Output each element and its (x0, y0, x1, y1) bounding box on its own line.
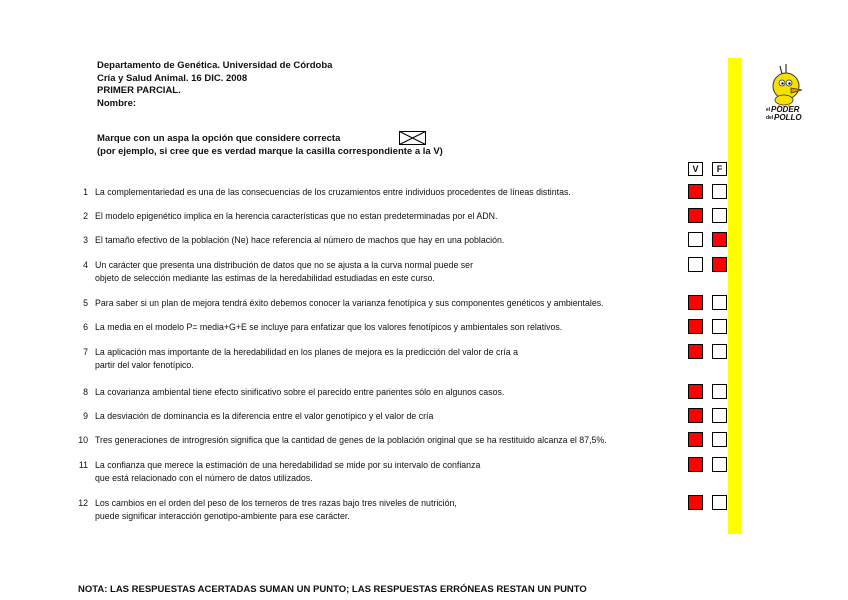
question-number: 4 (83, 260, 88, 270)
header-exam-title: PRIMER PARCIAL. (97, 85, 181, 96)
yellow-highlight-bar (728, 58, 741, 534)
header-department: Departamento de Genética. Universidad de Córdoba (97, 60, 333, 71)
column-header-f: F (712, 162, 727, 176)
answer-checkbox-f[interactable] (712, 257, 727, 272)
header-name-label: Nombre: (97, 97, 137, 109)
poder-del-pollo-logo (758, 58, 818, 128)
answer-checkbox-v[interactable] (688, 344, 703, 359)
answer-checkbox-v[interactable] (688, 295, 703, 310)
question-text: La aplicación mas importante de la heredabilidad en los planes de mejora es la predicción del valor de cría a partir del valor fenotípico. (95, 347, 518, 370)
question-number: 5 (83, 298, 88, 308)
answer-checkbox-f[interactable] (712, 495, 727, 510)
instructions (97, 133, 443, 158)
answer-checkbox-f[interactable] (712, 432, 727, 447)
question-text: Para saber si un plan de mejora tendrá éxito debemos conocer la varianza fenotípica y sus componentes genéticos y ambientales. (95, 298, 604, 308)
answer-checkbox-v[interactable] (688, 408, 703, 423)
logo-text-4: POLLO (774, 113, 802, 122)
answer-checkbox-f[interactable] (712, 232, 727, 247)
answer-checkbox-v[interactable] (688, 232, 703, 247)
answer-checkbox-v[interactable] (688, 495, 703, 510)
question-number: 9 (83, 411, 88, 421)
answer-checkbox-v[interactable] (688, 319, 703, 334)
logo-text-2: PODER (771, 105, 800, 114)
answer-checkbox-f[interactable] (712, 295, 727, 310)
question-text: La desviación de dominancia es la diferencia entre el valor genotípico y el valor de cría (95, 411, 434, 421)
answer-checkbox-v[interactable] (688, 384, 703, 399)
answer-checkbox-v[interactable] (688, 457, 703, 472)
answer-checkbox-v[interactable] (688, 432, 703, 447)
question-number: 8 (83, 387, 88, 397)
question-number: 3 (83, 235, 88, 245)
answer-checkbox-v[interactable] (688, 184, 703, 199)
question-text: El tamaño efectivo de la población (Ne) hace referencia al número de machos que hay en una población. (95, 235, 505, 245)
scoring-note: NOTA: LAS RESPUESTAS ACERTADAS SUMAN UN PUNTO; LAS RESPUESTAS ERRÓNEAS RESTAN UN PUNTO (78, 584, 587, 595)
question-text: Tres generaciones de introgresión significa que la cantidad de genes de la población original que se ha restituido alcanza el 87,5%. (95, 435, 607, 445)
answer-checkbox-v[interactable] (688, 208, 703, 223)
answer-checkbox-f[interactable] (712, 408, 727, 423)
question-text: La covarianza ambiental tiene efecto sinificativo sobre el parecido entre parientes sólo en algunos casos. (95, 387, 505, 397)
question-number: 7 (83, 347, 88, 357)
answer-checkbox-f[interactable] (712, 208, 727, 223)
example-cross-box-icon (399, 131, 426, 145)
answer-checkbox-f[interactable] (712, 384, 727, 399)
question-text: Un carácter que presenta una distribución de datos que no se ajusta a la curva normal puede ser objeto de selección mediante las estimas de la heredabilidad estudiadas en este curso. (95, 260, 474, 283)
question-number: 11 (78, 460, 88, 470)
answer-checkbox-f[interactable] (712, 457, 727, 472)
answer-checkbox-f[interactable] (712, 319, 727, 334)
logo-text-1: el (766, 107, 771, 113)
question-text: La media en el modelo P= media+G+E se incluye para enfatizar que los valores fenotípicos y ambientales son relativos. (95, 322, 563, 332)
question-number: 12 (78, 498, 88, 508)
column-header-v: V (688, 162, 703, 176)
question-number: 10 (78, 435, 88, 445)
question-text: El modelo epigenético implica en la herencia características que no estan predeterminadas por el ADN. (95, 211, 498, 221)
question-number: 6 (83, 322, 88, 332)
question-number: 1 (83, 187, 88, 197)
answer-checkbox-v[interactable] (688, 257, 703, 272)
question-text: Los cambios en el orden del peso de los terneros de tres razas bajo tres niveles de nutrición, puede significar interacción genotipo-ambiente para ese carácter. (95, 498, 457, 521)
question-number: 2 (83, 211, 88, 221)
question-text: La complementariedad es una de las consecuencias de los cruzamientos entre individuos procedentes de líneas distintas. (95, 187, 571, 197)
question-text: La confianza que merece la estimación de una heredabilidad se mide por su intervalo de confianza que está relacionado con el número de datos utilizados. (95, 460, 481, 483)
header-course-date: Cría y Salud Animal. 16 DIC. 2008 (97, 72, 248, 84)
answer-checkbox-f[interactable] (712, 184, 727, 199)
instructions-line2: (por ejemplo, si cree que es verdad marque la casilla correspondiente a la V) (97, 145, 443, 157)
instructions-line1: Marque con un aspa la opción que considere correcta (97, 133, 341, 144)
answer-checkbox-f[interactable] (712, 344, 727, 359)
exam-header (97, 60, 332, 110)
logo-text-3: del (766, 115, 774, 121)
